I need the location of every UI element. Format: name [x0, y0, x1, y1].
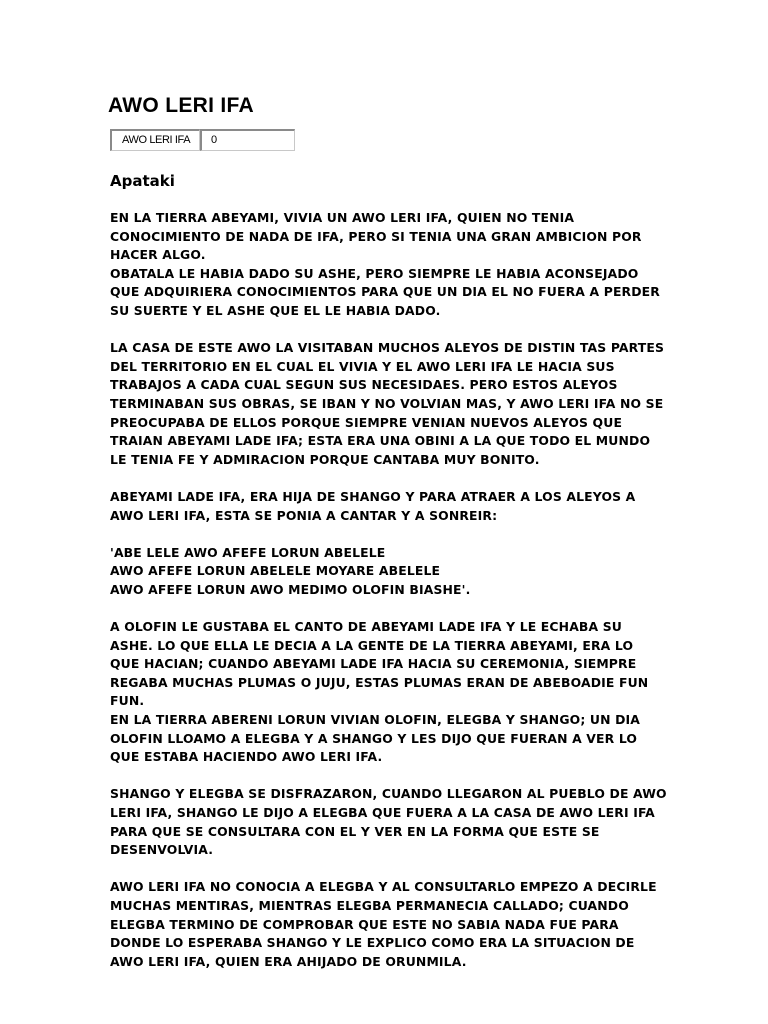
text-line: SHANGO Y ELEGBA SE DISFRAZARON, CUANDO LLEGARON AL PUEBLO DE AWO [110, 786, 667, 802]
text-line: AWO AFEFE LORUN AWO MEDIMO OLOFIN BIASHE'. [110, 581, 471, 597]
meta-table [110, 129, 295, 151]
text-line: LE TENIA FE Y ADMIRACION PORQUE CANTABA MUY BONITO. [110, 451, 540, 467]
text-line: TERMINABAN SUS OBRAS, SE IBAN Y NO VOLVIAN MAS, Y AWO LERI IFA NO SE [110, 395, 664, 411]
text-line: DONDE LO ESPERABA SHANGO Y LE EXPLICO COMO ERA LA SITUACION DE [110, 935, 635, 951]
text-line: ABEYAMI LADE IFA, ERA HIJA DE SHANGO Y PARA ATRAER A LOS ALEYOS A [110, 488, 636, 504]
paragraph [110, 618, 670, 767]
text-line: EN LA TIERRA ABEYAMI, VIVIA UN AWO LERI IFA, QUIEN NO TENIA [110, 210, 575, 225]
paragraph [110, 544, 670, 600]
text-line: AWO LERI IFA NO CONOCIA A ELEGBA Y AL CONSULTARLO EMPEZO A DECIRLE [110, 879, 657, 895]
section-heading: Apataki [110, 172, 175, 190]
text-line: LERI IFA, SHANGO LE DIJO A ELEGBA QUE FUERA A LA CASA DE AWO LERI IFA [110, 805, 655, 820]
text-line: TRABAJOS A CADA CUAL SEGUN SUS NECESIDAES. PERO ESTOS ALEYOS [110, 377, 618, 393]
text-line: ELEGBA TERMINO DE COMPROBAR QUE ESTE NO SABIA NADA FUE PARA [110, 916, 619, 932]
paragraph [110, 785, 670, 859]
page-title: AWO LERI IFA [108, 94, 254, 117]
text-line: AWO LERI IFA, QUIEN ERA AHIJADO DE ORUNMILA. [110, 953, 467, 969]
text-line: AWO AFEFE LORUN ABELELE MOYARE ABELELE [110, 563, 441, 579]
text-line: TRAIAN ABEYAMI LADE IFA; ESTA ERA UNA OBINI A LA QUE TODO EL MUNDO [110, 433, 651, 449]
text-line: HACER ALGO. [110, 247, 206, 263]
text-line: CONOCIMIENTO DE NADA DE IFA, PERO SI TENIA UNA GRAN AMBICION POR [110, 228, 642, 244]
meta-value-cell: 0 [200, 129, 295, 151]
paragraph [110, 878, 670, 971]
text-line: ASHE. LO QUE ELLA LE DECIA A LA GENTE DE LA TIERRA ABEYAMI, ERA LO [110, 637, 634, 653]
paragraph [110, 209, 670, 321]
body-text [110, 209, 670, 990]
text-line: A OLOFIN LE GUSTABA EL CANTO DE ABEYAMI LADE IFA Y LE ECHABA SU [110, 619, 623, 635]
text-line: EN LA TIERRA ABERENI LORUN VIVIAN OLOFIN, ELEGBA Y SHANGO; UN DIA [110, 712, 641, 728]
text-line: MUCHAS MENTIRAS, MIENTRAS ELEGBA PERMANECIA CALLADO; CUANDO [110, 897, 629, 913]
text-line: SU SUERTE Y EL ASHE QUE EL LE HABIA DADO. [110, 302, 441, 318]
paragraph [110, 488, 670, 525]
text-line: QUE ADQUIRIERA CONOCIMIENTOS PARA QUE UN DIA EL NO FUERA A PERDER [110, 284, 660, 300]
text-line: OBATALA LE HABIA DADO SU ASHE, PERO SIEMPRE LE HABIA ACONSEJADO [110, 265, 639, 281]
text-line: PREOCUPABA DE ELLOS PORQUE SIEMPRE VENIAN NUEVOS ALEYOS QUE [110, 414, 623, 430]
text-line: QUE ESTABA HACIENDO AWO LERI IFA. [110, 749, 383, 765]
text-line: AWO LERI IFA, ESTA SE PONIA A CANTAR Y A SONREIR: [110, 507, 498, 523]
text-line: DEL TERRITORIO EN EL CUAL EL VIVIA Y EL AWO LERI IFA LE HACIA SUS [110, 358, 615, 374]
paragraph [110, 339, 670, 469]
text-line: LA CASA DE ESTE AWO LA VISITABAN MUCHOS ALEYOS DE DISTIN TAS PARTES [110, 340, 665, 356]
text-line: OLOFIN LLOAMO A ELEGBA Y A SHANGO Y LES DIJO QUE FUERAN A VER LO [110, 730, 638, 746]
text-line: 'ABE LELE AWO AFEFE LORUN ABELELE [110, 544, 386, 560]
text-line: QUE HACIAN; CUANDO ABEYAMI LADE IFA HACIA SU CEREMONIA, SIEMPRE [110, 656, 637, 672]
text-line: PARA QUE SE CONSULTARA CON EL Y VER EN LA FORMA QUE ESTE SE [110, 823, 600, 839]
meta-label-cell: AWO LERI IFA [110, 129, 200, 151]
text-line: REGABA MUCHAS PLUMAS O JUJU, ESTAS PLUMAS ERAN DE ABEBOADIE FUN [110, 674, 649, 690]
text-line: DESENVOLVIA. [110, 842, 214, 858]
text-line: FUN. [110, 693, 145, 709]
